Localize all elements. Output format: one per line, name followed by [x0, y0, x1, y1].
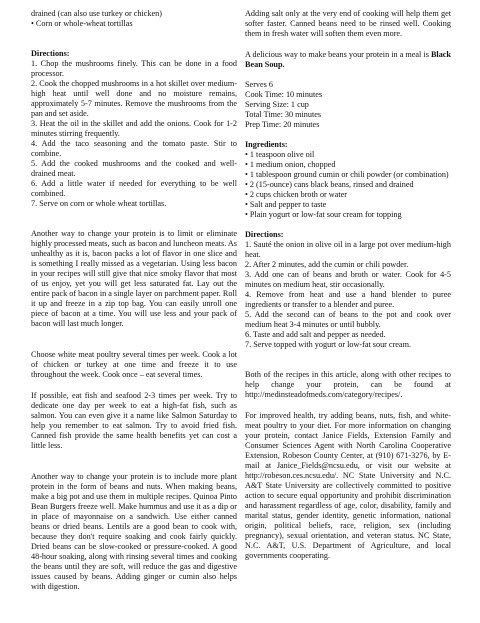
- ingredient-line: • Corn or whole-wheat tortillas: [31, 19, 133, 28]
- direction-step: 4. Add the taco seasoning and the tomato paste. Stir to combine.: [31, 139, 237, 158]
- ingredient-item: • 2 cups chicken broth or water: [245, 190, 347, 199]
- left-column: [31, 9, 237, 603]
- taco-directions-list: [31, 59, 237, 209]
- right-column: [245, 9, 451, 572]
- paragraph-recipes-link: Both of the recipes in this article, along with other recipes to help change your protein, can be found at http://medinsteadofmeds.com/category/recipes/.: [245, 370, 451, 399]
- ingredient-item: • 1 teaspoon olive oil: [245, 150, 315, 159]
- direction-step: 1. Chop the mushrooms finely. This can be done in a food processor.: [31, 59, 237, 78]
- soup-directions-list: [245, 240, 451, 350]
- paragraph-processed-meats: Another way to change your protein is to limit or eliminate highly processed meats, such as bacon and luncheon meats. As unhealthy as it is, bacon packs a lot of flavor in one slice and is something I really missed as a vegetarian. Using less bacon in your recipes will still give that nice smoky flavor that most of us enjoy, yet you will get less saturated fat. Lay out the entire pack of bacon in a single layer on parchment paper. Roll it up and freeze in a zip top bag. You can easily unroll one piece of bacon at a time. You will use less and your pack of bacon will last much longer.: [31, 229, 237, 328]
- direction-step: 4. Remove from heat and use a hand blender to puree ingredients or transfer to a blender and puree.: [245, 290, 451, 309]
- paragraph-salt: Adding salt only at the very end of cooking will help them get softer faster. Canned beans need to be rinsed well. Cooking them in fresh water will soften them even more.: [245, 9, 451, 38]
- direction-step: 2. After 2 minutes, add the cumin or chili powder.: [245, 260, 409, 269]
- direction-step: 1. Sauté the onion in olive oil in a large pot over medium-high heat.: [245, 240, 451, 259]
- paragraph-plant-protein: Another way to change your protein is to include more plant protein in the form of beans and nuts. When making beans, make a big pot and use them in multiple recipes. Quinoa Pinto Bean Burgers freeze well. Make hummus and use it as a dip or in place of mayonnaise on a sandwich. Use either canned beans or dried beans. Lentils are a good bean to cook with, because they don't require soaking and cook fairly quickly. Dried beans can be slow-cooked or pressure-cooked. A good 48-hour soaking, along with rinsing several times and cooking the beans until they are soft, will reduce the gas and digestive issues caused by beans. Adding ginger or cumin also helps with digestion.: [31, 472, 237, 591]
- ingredient-item: • Salt and pepper to taste: [245, 200, 327, 209]
- ingredient-item: • 2 (15-ounce) cans black beans, rinsed and drained: [245, 180, 414, 189]
- recipe-title: Black Bean Soup.: [245, 50, 451, 69]
- direction-step: 6. Add a little water if needed for everything to be well combined.: [31, 179, 237, 198]
- info-serving-size: Serving Size: 1 cup: [245, 100, 309, 109]
- paragraph-poultry: Choose white meat poultry several times per week. Cook a lot of chicken or turkey at one time and freeze it to use throughout the week. Cook once – eat several times.: [31, 350, 237, 379]
- info-serves: Serves 6: [245, 80, 273, 89]
- direction-step: 3. Heat the oil in the skillet and add the onions. Cook for 1-2 minutes stirring frequently.: [31, 119, 237, 138]
- recipe-intro: [245, 50, 451, 70]
- soup-directions-heading: Directions:: [245, 230, 284, 239]
- direction-step: 3. Add one can of beans and broth or water. Cook for 4-5 minutes on medium heat, stir occasionally.: [245, 270, 451, 289]
- ingredient-item: • 1 tablespoon ground cumin or chili powder (or combination): [245, 170, 449, 179]
- info-total-time: Total Time: 30 minutes: [245, 110, 322, 119]
- recipe-info: [245, 80, 451, 130]
- info-prep-time: Prep Time: 20 minutes: [245, 120, 320, 129]
- direction-step: 7. Serve on corn or whole wheat tortillas.: [31, 199, 167, 208]
- ingredient-item: • 1 medium onion, chopped: [245, 160, 336, 169]
- direction-step: 5. Add the second can of beans to the pot and cook over medium heat 3-4 minutes or until bubbly.: [245, 310, 451, 329]
- ingredients-list: [245, 150, 451, 220]
- ingredients-heading: Ingredients:: [245, 140, 288, 149]
- direction-step: 6. Taste and add salt and pepper as needed.: [245, 330, 386, 339]
- direction-step: 2. Cook the chopped mushrooms in a hot skillet over medium-high heat until well done and no moisture remains, approximately 5-7 minutes. Remove the mushrooms from the pan and set aside.: [31, 79, 237, 118]
- recipe-intro-text: A delicious way to make beans your protein in a meal is: [245, 50, 431, 59]
- paragraph-contact-info: For improved health, try adding beans, nuts, fish, and white-meat poultry to your diet. For more information on changing your protein, contact Janice Fields, Extension Family and Consumer Sciences Agent with North Carolina Cooperative Extension, Robeson County Center, at (910) 671-3276, by E-mail at Janice_Fields@ncsu.edu, or visit our website at http://robeson.ces.ncsu.edu/. NC State University and N.C. A&T State University are collectively committed to positive action to secure equal opportunity and prohibit discrimination and harassment regardless of age, color, disability, family and marital status, gender identity, genetic information, national origin, political beliefs, race, religion, sex (including pregnancy), sexual orientation, and veteran status. NC State, N.C. A&T, U.S. Department of Agriculture, and local governments cooperating.: [245, 411, 451, 560]
- ingredient-line: drained (can also use turkey or chicken): [31, 9, 162, 18]
- info-cook-time: Cook Time: 10 minutes: [245, 90, 323, 99]
- directions-heading: Directions:: [31, 49, 70, 58]
- direction-step: 7. Serve topped with yogurt or low-fat sour cream.: [245, 340, 411, 349]
- direction-step: 5. Add the cooked mushrooms and the cooked and well-drained meat.: [31, 159, 237, 178]
- ingredient-item: • Plain yogurt or low-fat sour cream for topping: [245, 210, 402, 219]
- paragraph-seafood: If possible, eat fish and seafood 2-3 times per week. Try to dedicate one day per week to eat a high-fat fish, such as salmon. You can even give it a name like Salmon Saturday to help you remember to eat salmon. Try to avoid fried fish. Canned fish provide the same health benefits yet can cost a little less.: [31, 391, 237, 450]
